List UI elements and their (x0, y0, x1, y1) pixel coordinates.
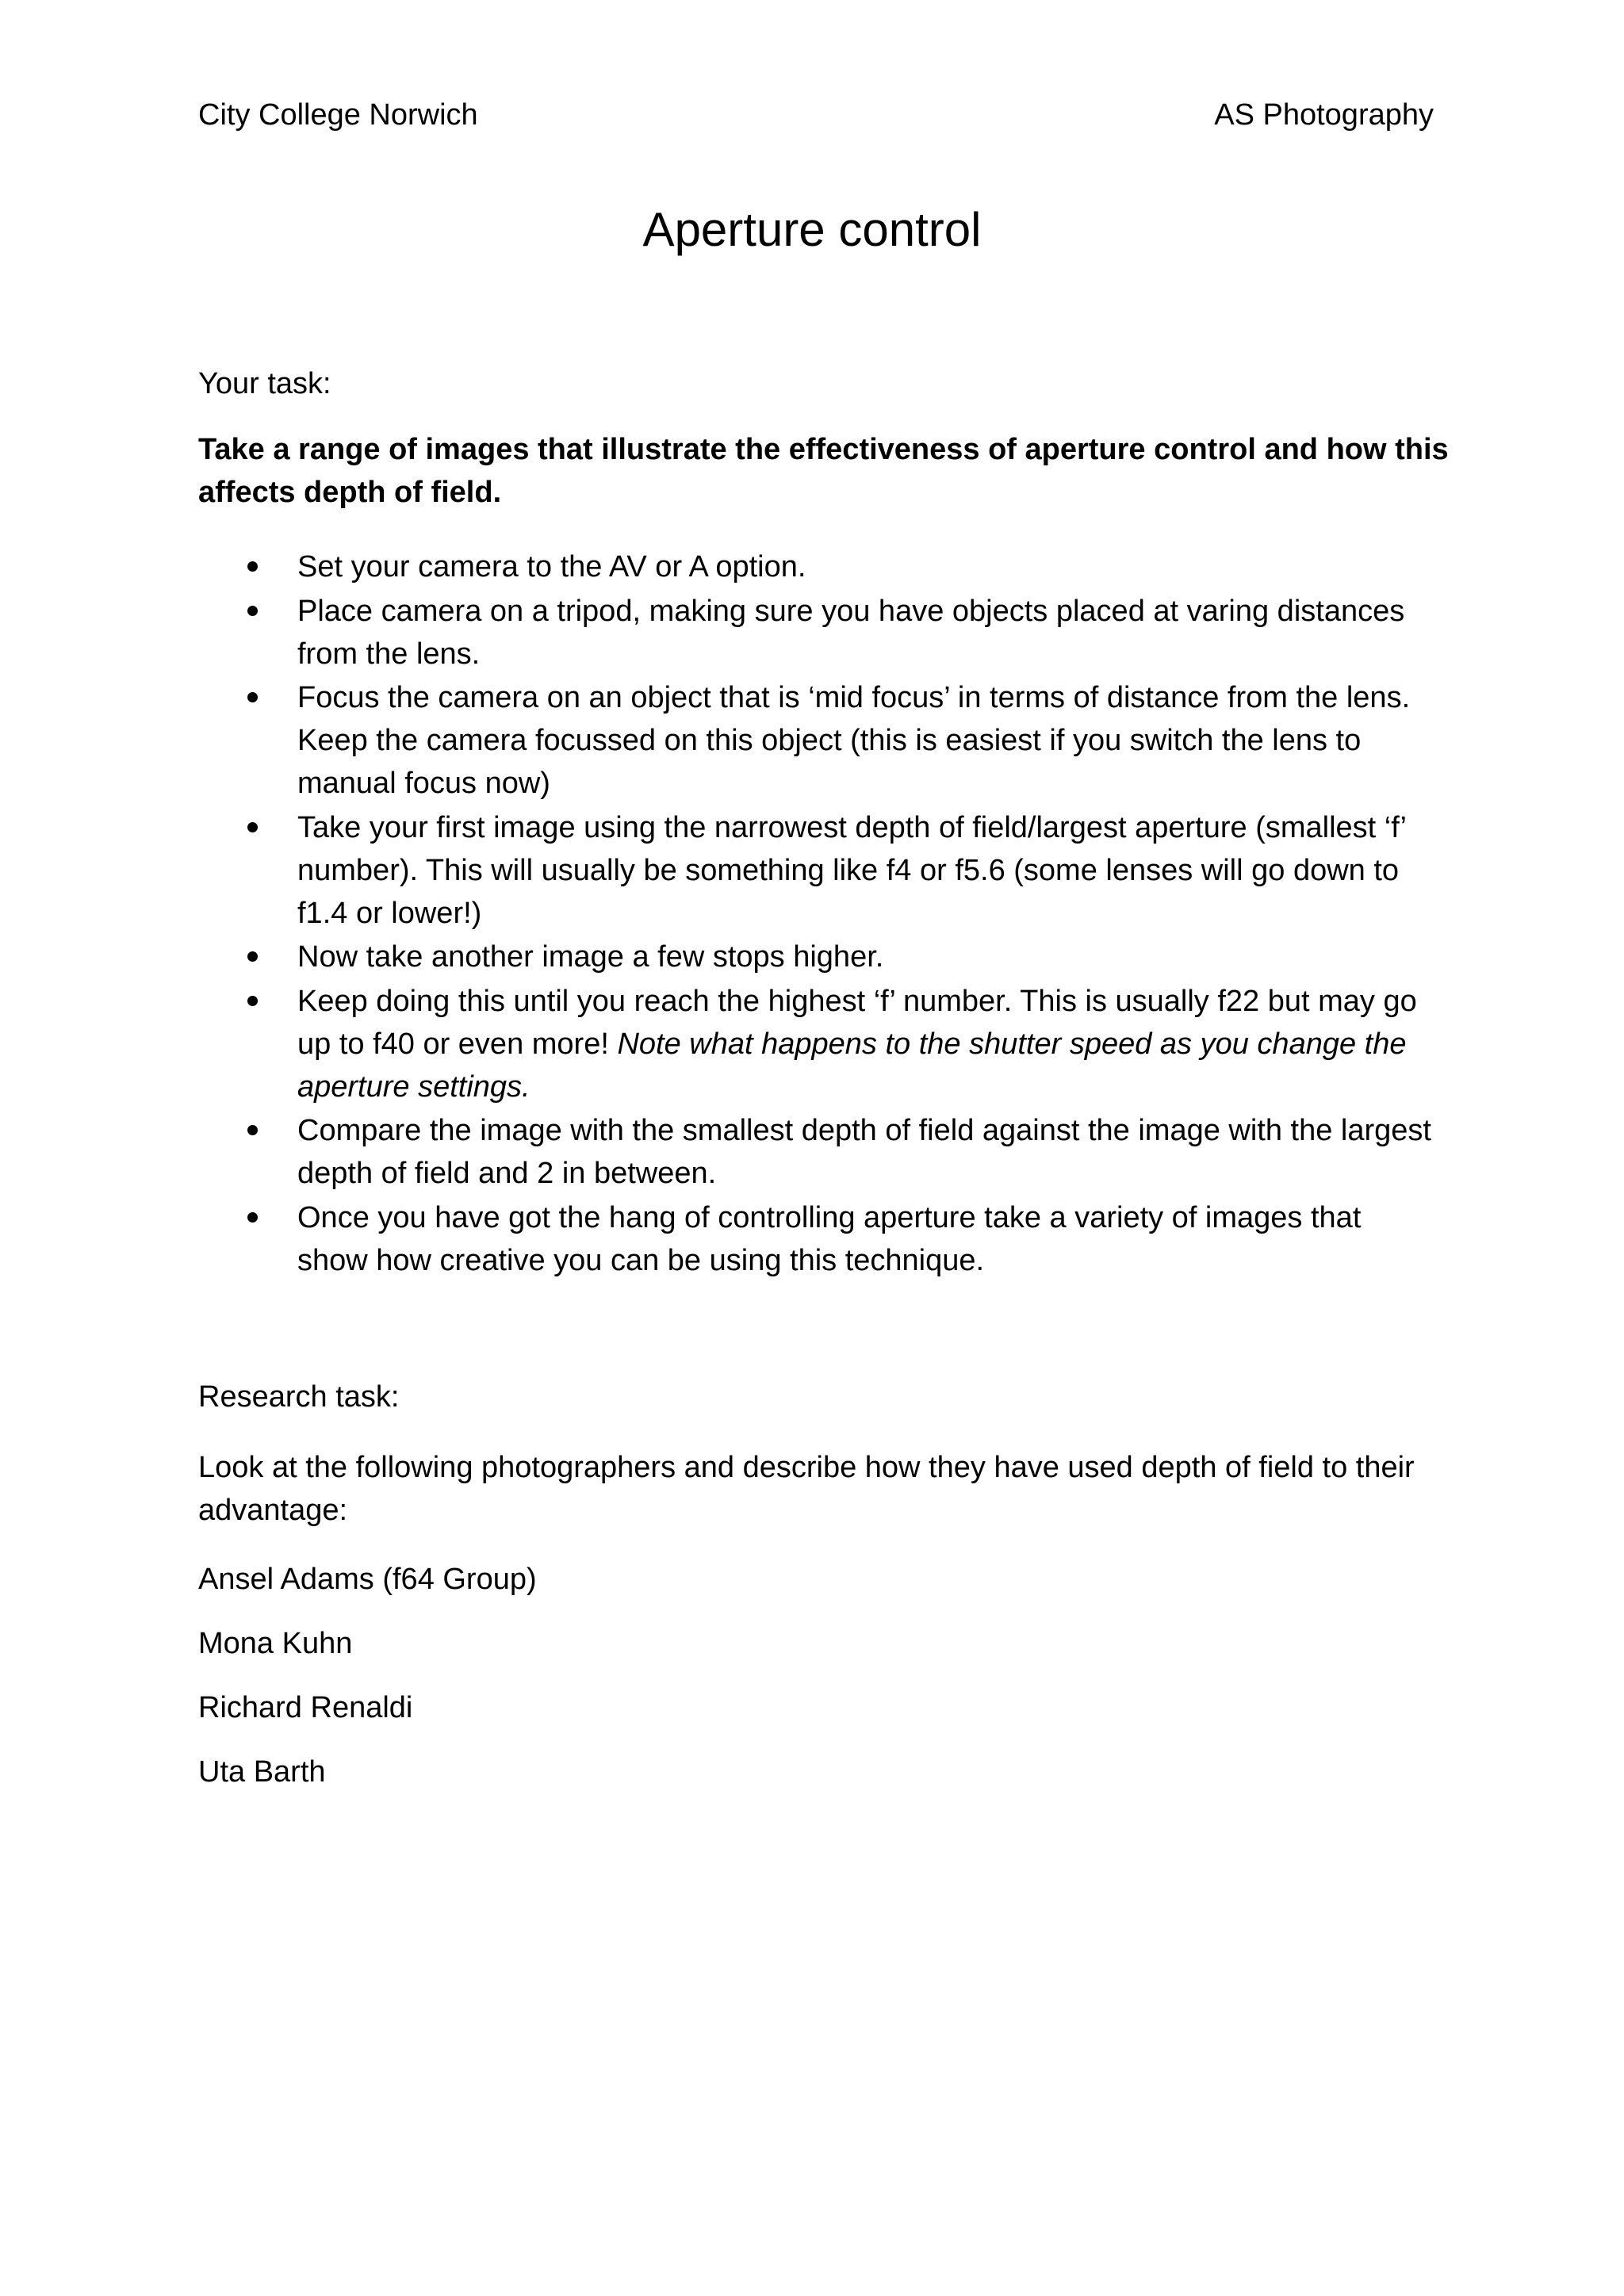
task-step (198, 545, 1435, 588)
bullet-icon (247, 692, 258, 702)
photographer-name: Richard Renaldi (198, 1691, 413, 1724)
task-step (198, 806, 1435, 935)
task-step (198, 936, 1435, 978)
bullet-icon (247, 606, 258, 616)
research-label: Research task: (198, 1380, 400, 1414)
research-instruction: Look at the following photographers and describe how they have used depth of field to their advantage: (198, 1451, 1415, 1527)
bullet-icon (247, 822, 258, 832)
bullet-icon (247, 1125, 258, 1135)
task-step (198, 1196, 1435, 1282)
task-step-text: Keep doing this until you reach the highest ‘f’ number. This is usually f22 but may go up to f40 or even more! (297, 984, 1417, 1061)
task-step-text: Focus the camera on an object that is ‘mid focus’ in terms of distance from the lens. Keep the camera focussed on this object (this is easiest if you switch the lens to manual focus now) (297, 681, 1411, 800)
task-step (198, 590, 1435, 675)
photographer-name: Mona Kuhn (198, 1627, 353, 1660)
header-course: AS Photography (1214, 98, 1434, 132)
bullet-icon (247, 1212, 258, 1223)
task-steps-list (198, 545, 1435, 1283)
photographer-name: Uta Barth (198, 1755, 326, 1789)
task-label: Your task: (198, 367, 331, 400)
task-instruction: Take a range of images that illustrate the effectiveness of aperture control and how this affects depth of field. (198, 433, 1449, 509)
photographer-name: Ansel Adams (f64 Group) (198, 1563, 537, 1596)
bullet-icon (247, 951, 258, 962)
task-step-text: Place camera on a tripod, making sure you have objects placed at varing distances from the lens. (297, 594, 1405, 671)
bullet-icon (247, 561, 258, 572)
task-step (198, 1109, 1435, 1195)
photographer-list (198, 1558, 537, 1815)
bullet-icon (247, 996, 258, 1006)
task-step-text: Once you have got the hang of controlling aperture take a variety of images that show how creative you can be using this technique. (297, 1200, 1362, 1277)
task-step-text: Take your first image using the narrowest depth of field/largest aperture (smallest ‘f’ number). This will usually be something like f4 or f5.6 (some lenses will go down to f1.4 or lower!) (297, 810, 1406, 930)
page-title: Aperture control (642, 203, 982, 256)
header-institution: City College Norwich (198, 98, 478, 132)
task-step (198, 676, 1435, 805)
task-step-note: Note what happens to the shutter speed as you change the aperture settings. (297, 1027, 1407, 1104)
task-step-text: Now take another image a few stops higher. (297, 940, 884, 974)
task-step-text: Compare the image with the smallest depth of field against the image with the largest depth of field and 2 in between. (297, 1114, 1431, 1190)
task-step (198, 980, 1435, 1108)
task-step-text: Set your camera to the AV or A option. (297, 550, 806, 584)
